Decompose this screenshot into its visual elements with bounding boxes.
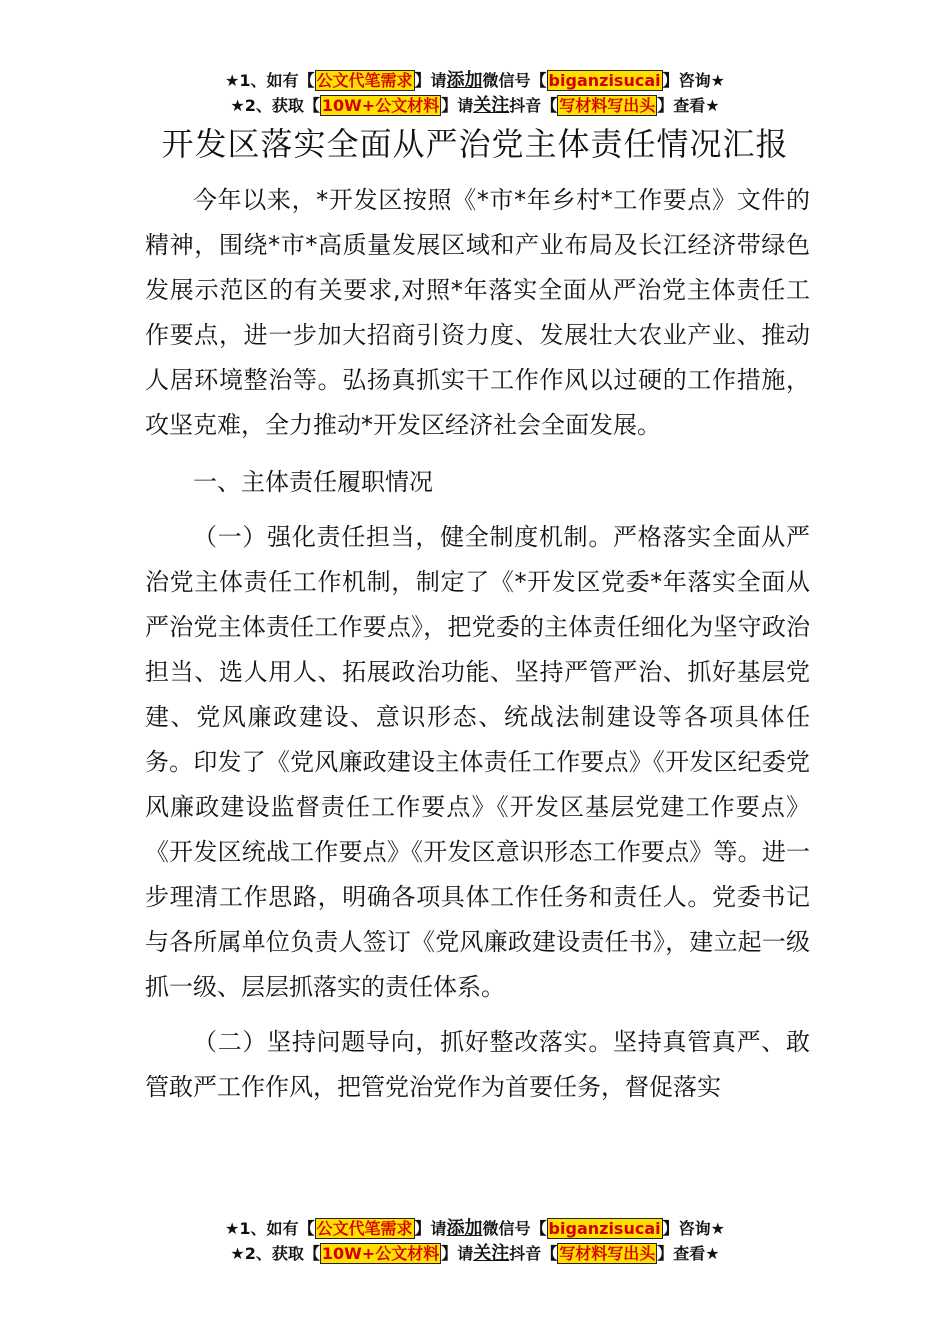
promo-highlight: 公文代笔需求	[316, 1219, 413, 1238]
promo-douyin-id: 写材料写出头	[559, 96, 656, 115]
promo-text: 抖音【	[509, 96, 558, 115]
section-heading: 一、主体责任履职情况	[193, 468, 433, 496]
promo-highlight: 10W+公文材料	[321, 1244, 440, 1263]
promo-text: ★2、获取【	[230, 1244, 320, 1263]
promo-text: 微信号【	[482, 1219, 547, 1238]
promo-header	[0, 68, 950, 118]
promo-line-1	[0, 1216, 950, 1241]
promo-text: 】请	[441, 96, 474, 115]
promo-wechat-id: biganzisucai	[548, 71, 661, 90]
promo-line-2	[0, 93, 950, 118]
section-paragraph: （一）强化责任担当，健全制度机制。严格落实全面从严治党主体责任工作机制，制定了《*开发区党委*年落实全面从严治党主体责任工作要点》，把党委的主体责任细化为坚守政治担当、选人用人、拓展政治功能、坚持严管严治、抓好基层党建、党风廉政建设、意识形态、统战法制建设等各项具体任务。印发了《党风廉政建设主体责任工作要点》《开发区纪委党风廉政建设监督责任工作要点》《开发区基层党建工作要点》《开发区统战工作要点》《开发区意识形态工作要点》等。进一步理清工作思路，明确各项具体工作任务和责任人。党委书记与各所属单位负责人签订《党风廉政建设责任书》，建立起一级抓一级、层层抓落实的责任体系。	[145, 523, 810, 1001]
promo-line-1	[0, 68, 950, 93]
promo-text: 】请	[441, 1244, 474, 1263]
promo-wechat-id: biganzisucai	[548, 1219, 661, 1238]
promo-text: 微信号【	[482, 71, 547, 90]
promo-text: ★1、如有【	[225, 1219, 315, 1238]
promo-text: 】查看★	[657, 1244, 720, 1263]
promo-emphasis: 添加	[446, 1218, 483, 1239]
document-body	[145, 178, 810, 1110]
document-title: 开发区落实全面从严治党主体责任情况汇报	[161, 125, 789, 163]
promo-text: 】咨询★	[662, 1219, 725, 1238]
promo-footer	[0, 1216, 950, 1266]
section-paragraph: （二）坚持问题导向，抓好整改落实。坚持真管真严、敢管敢严工作作风，把管党治党作为首要任务，督促落实	[145, 1028, 810, 1101]
promo-text: 】请	[414, 71, 447, 90]
promo-text: ★2、获取【	[230, 96, 320, 115]
promo-text: 抖音【	[509, 1244, 558, 1263]
promo-text: 】查看★	[657, 96, 720, 115]
promo-text: 】咨询★	[662, 71, 725, 90]
promo-douyin-id: 写材料写出头	[559, 1244, 656, 1263]
promo-line-2	[0, 1241, 950, 1266]
promo-emphasis: 添加	[446, 70, 483, 91]
promo-text: 】请	[414, 1219, 447, 1238]
intro-paragraph: 今年以来，*开发区按照《*市*年乡村*工作要点》文件的精神，围绕*市*高质量发展区域和产业布局及长江经济带绿色发展示范区的有关要求,对照*年落实全面从严治党主体责任工作要点，进一步加大招商引资力度、发展壮大农业产业、推动人居环境整治等。弘扬真抓实干工作作风以过硬的工作措施，攻坚克难，全力推动*开发区经济社会全面发展。	[145, 186, 810, 439]
promo-text: ★1、如有【	[225, 71, 315, 90]
promo-emphasis: 关注	[473, 95, 510, 116]
promo-highlight: 公文代笔需求	[316, 71, 413, 90]
promo-highlight: 10W+公文材料	[321, 96, 440, 115]
promo-emphasis: 关注	[473, 1243, 510, 1264]
